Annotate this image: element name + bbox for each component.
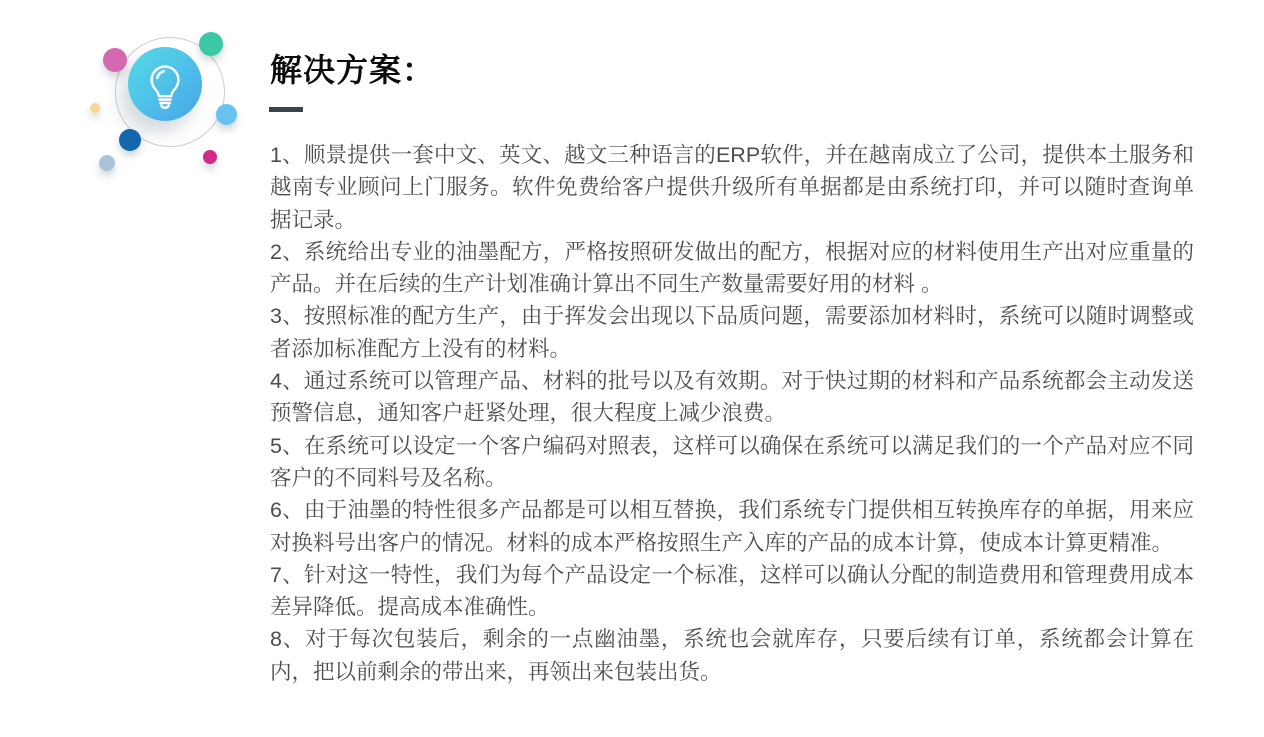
solution-item-5: 5、在系统可以设定一个客户编码对照表，这样可以确保在系统可以满足我们的一个产品对应不同客户的不同料号及名称。 (270, 433, 1194, 490)
lightbulb-icon (128, 47, 202, 121)
solution-item-6: 6、由于油墨的特性很多产品都是可以相互替换，我们系统专门提供相互转换库存的单据，用来应对换料号出客户的情况。材料的成本严格按照生产入库的产品的成本计算，使成本计算更精准。 (270, 498, 1194, 555)
dot-magenta (203, 150, 217, 164)
solution-item-7: 7、针对这一特性，我们为每个产品设定一个标准，这样可以确认分配的制造费用和管理费用成本差异降低。提高成本准确性。 (270, 562, 1194, 620)
solution-item-2: 2、系统给出专业的油墨配方，严格按照研发做出的配方，根据对应的材料使用生产出对应重量的产品。并在后续的生产计划准确计算出不同生产数量需要好用的材料 。 (270, 239, 1194, 297)
dot-darkblue (119, 129, 141, 151)
dot-yellow (90, 103, 100, 113)
solution-item-1: 1、顺景提供一套中文、英文、越文三种语言的ERP软件，并在越南成立了公司，提供本土服务和越南专业顾问上门服务。软件免费给客户提供升级所有单据都是由系统打印，并可以随时查询单据记录。 (270, 143, 1194, 232)
dot-teal (199, 32, 223, 56)
solution-item-8: 8、对于每次包装后，剩余的一点幽油墨，系统也会就库存，只要后续有订单，系统都会计算在内，把以前剩余的带出来，再领出来包装出货。 (270, 627, 1194, 684)
solution-item-3: 3、按照标准的配方生产，由于挥发会出现以下品质问题，需要添加材料时，系统可以随时调整或者添加标准配方上没有的材料。 (270, 304, 1194, 361)
lightbulb-decoration (80, 15, 260, 190)
solution-item-4: 4、通过系统可以管理产品、材料的批号以及有效期。对于快过期的材料和产品系统都会主动发送预警信息，通知客户赶紧处理，很大程度上减少浪费。 (270, 369, 1194, 426)
dot-steelblue (99, 155, 115, 171)
page-title: 解决方案： (270, 52, 436, 88)
dot-skyblue (216, 104, 237, 125)
solution-list (270, 139, 1194, 688)
title-underline (269, 107, 303, 112)
dot-pink (103, 48, 127, 72)
